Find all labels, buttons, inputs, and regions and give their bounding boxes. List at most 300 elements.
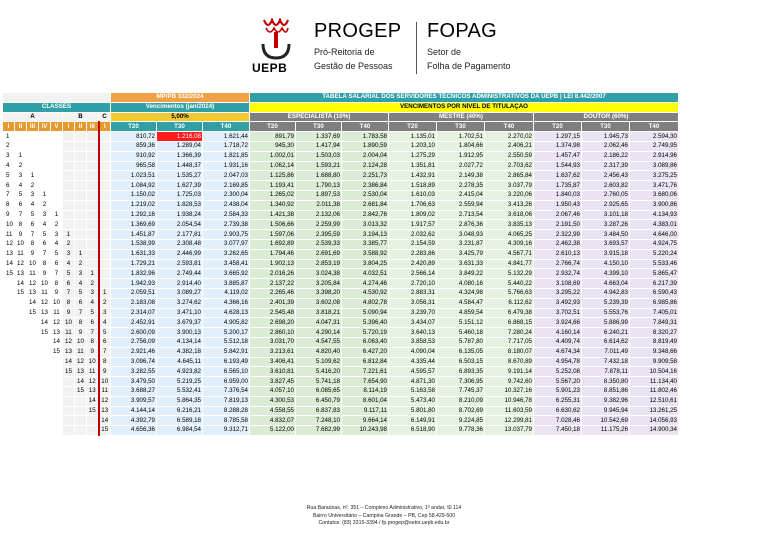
salary-value-cell: 2.317,39 [582,161,630,171]
salary-value-cell: 3.262,65 [203,249,250,259]
salary-value-cell: 1.340,92 [250,200,296,210]
salary-value-cell: 2.191,50 [534,220,582,230]
class-step-cell [63,210,75,220]
salary-value-cell: 4.409,74 [534,337,582,347]
salary-value-cell: 3.413,26 [485,200,534,210]
salary-value-cell: 5.512,18 [203,337,250,347]
table-row [3,269,679,279]
workload-header: T20 [389,122,437,132]
class-step-cell [87,190,99,200]
class-step-cell: 7 [3,190,15,200]
salary-value-cell: 2.914,96 [630,151,679,161]
salary-value-cell: 2.749,44 [157,269,203,279]
salary-value-cell: 1.950,43 [534,200,582,210]
class-step-cell: 9 [51,288,63,298]
class-step-cell [75,200,87,210]
salary-value-cell: 2.132,06 [296,210,342,220]
class-group-a: A [3,112,63,122]
salary-value-cell: 6.812,84 [342,357,389,367]
class-step-cell [63,141,75,151]
salary-value-cell: 5.460,18 [437,328,485,338]
salary-value-cell: 5.122,00 [250,426,296,436]
salary-value-cell: 12.299,81 [485,416,534,426]
class-step-cell [87,259,99,269]
salary-value-cell: 2.386,84 [342,181,389,191]
salary-value-cell: 3.665,92 [203,269,250,279]
salary-value-cell: 7.011,49 [582,347,630,357]
salary-value-cell: 13.261,25 [630,406,679,416]
class-step-cell [3,396,15,406]
class-step-cell [99,239,111,249]
class-step-cell [15,308,27,318]
salary-value-cell: 1.688,80 [296,171,342,181]
class-step-cell [63,171,75,181]
class-step-cell: 9 [15,230,27,240]
class-step-cell [87,249,99,259]
class-step-cell [39,396,51,406]
salary-value-cell: 1.938,24 [157,210,203,220]
class-step-cell: 13 [39,308,51,318]
class-step-cell [63,377,75,387]
class-step-cell: 1 [3,132,15,142]
workload-header: T20 [534,122,582,132]
salary-value-cell: 3.827,45 [250,377,296,387]
class-step-cell: 2 [39,200,51,210]
class-step-cell [51,132,63,142]
salary-value-cell: 1.725,03 [157,190,203,200]
class-step-cell [51,377,63,387]
class-step-cell: 12 [39,298,51,308]
class-step-cell [51,386,63,396]
class-step-cell [27,141,39,151]
class-step-cell [51,200,63,210]
class-step-cell [15,298,27,308]
salary-value-cell: 1.718,72 [203,141,250,151]
class-step-cell [39,357,51,367]
salary-value-cell: 1.804,66 [437,141,485,151]
class-step-cell [27,161,39,171]
workload-header: T30 [157,122,203,132]
class-step-cell [15,406,27,416]
class-step-cell [63,200,75,210]
class-step-cell [39,347,51,357]
class-step-cell: 9 [3,210,15,220]
class-step-cell [51,141,63,151]
fopag-subtitle-line2: Folha de Pagamento [427,61,511,71]
salary-value-cell: 3.048,93 [437,230,485,240]
salary-value-cell: 859,36 [111,141,157,151]
salary-value-cell: 4.150,10 [582,259,630,269]
class-step-cell: 12 [3,239,15,249]
class-step-cell [63,396,75,406]
salary-value-cell: 2.610,13 [534,249,582,259]
footer-neighborhood: Bairro Universitário – Campina Grande – PB, Cep 58.429-500 [312,512,456,519]
class-step-cell: 8 [99,357,111,367]
salary-value-cell: 945,30 [250,141,296,151]
class-step-cell [75,161,87,171]
header-divider [416,22,417,74]
class-step-cell: 6 [27,220,39,230]
salary-value-cell: 5.416,20 [296,367,342,377]
salary-value-cell: 4.924,75 [630,239,679,249]
salary-value-cell: 4.905,82 [203,318,250,328]
salary-value-cell: 8.785,58 [203,416,250,426]
salary-value-cell: 4.032,51 [342,269,389,279]
class-step-cell [3,367,15,377]
class-step-cell: 8 [51,279,63,289]
class-step-cell [27,318,39,328]
salary-value-cell: 2.032,62 [389,230,437,240]
salary-value-cell: 3.077,97 [203,239,250,249]
table-row [3,279,679,289]
salary-value-cell: 2.925,65 [582,200,630,210]
salary-value-cell: 6.959,00 [203,377,250,387]
salary-value-cell: 9.382,96 [582,396,630,406]
class-step-cell: 3 [3,151,15,161]
salary-value-cell: 1.790,13 [296,181,342,191]
class-step-cell [39,181,51,191]
class-step-cell [75,396,87,406]
table-row [3,161,679,171]
salary-value-cell: 10.542,69 [582,416,630,426]
salary-value-cell: 1.002,01 [250,151,296,161]
classes-blank-cell [3,93,111,103]
class-step-cell: 8 [3,200,15,210]
salary-value-cell: 2.004,04 [342,151,389,161]
class-step-cell [39,141,51,151]
class-step-cell: 14 [39,318,51,328]
salary-value-cell: 3.471,10 [157,308,203,318]
progep-subtitle-line2: Gestão de Pessoas [314,61,393,71]
salary-value-cell: 2.876,36 [437,220,485,230]
class-step-cell: 15 [15,288,27,298]
class-step-cell [51,396,63,406]
salary-value-cell: 2.406,21 [485,141,534,151]
salary-value-cell: 3.385,77 [342,239,389,249]
salary-value-cell: 1.421,38 [250,210,296,220]
salary-value-cell: 4.584,47 [437,298,485,308]
class-step-cell [75,220,87,230]
salary-value-cell: 2.183,08 [111,298,157,308]
workload-header: T30 [296,122,342,132]
salary-value-cell: 4.134,14 [157,337,203,347]
salary-value-cell: 1.448,37 [157,161,203,171]
class-step-cell [15,328,27,338]
salary-value-cell: 9.224,85 [437,416,485,426]
salary-value-cell: 3.492,93 [534,298,582,308]
class-step-cell: 6 [39,239,51,249]
class-level-header: V [51,122,63,132]
table-row [3,200,679,210]
salary-value-cell: 5.766,63 [485,288,534,298]
salary-value-cell: 2.530,04 [342,190,389,200]
class-step-cell [63,220,75,230]
salary-value-cell: 3.602,08 [296,298,342,308]
class-step-cell [63,161,75,171]
salary-value-cell: 6.112,62 [485,298,534,308]
class-step-cell [63,190,75,200]
salary-value-cell: 2.921,46 [111,347,157,357]
salary-value-cell: 3.089,27 [157,288,203,298]
salary-value-cell: 3.618,06 [485,210,534,220]
class-step-cell: 5 [39,230,51,240]
class-step-cell [15,132,27,142]
class-step-cell [99,210,111,220]
salary-value-cell: 2.713,54 [437,210,485,220]
salary-value-cell: 3.089,86 [630,161,679,171]
class-step-cell: 15 [39,328,51,338]
progep-subtitle [314,45,401,73]
salary-value-cell: 1.637,62 [534,171,582,181]
salary-value-cell: 7.248,10 [296,416,342,426]
class-step-cell [27,151,39,161]
table-row [3,249,679,259]
salary-value-cell: 2.124,28 [342,161,389,171]
salary-value-cell: 5.473,40 [389,396,437,406]
salary-value-cell: 7.849,31 [630,318,679,328]
salary-value-cell: 2.169,85 [203,181,250,191]
salary-value-cell: 2.154,59 [389,239,437,249]
salary-value-cell: 2.314,07 [111,308,157,318]
salary-value-cell: 2.539,33 [296,239,342,249]
salary-value-cell: 1.203,10 [389,141,437,151]
salary-value-cell: 7.682,99 [296,426,342,436]
salary-value-cell: 1.503,03 [296,151,342,161]
class-step-cell [3,347,15,357]
table-row [3,367,679,377]
class-step-cell: 5 [51,249,63,259]
class-step-cell: 3 [39,210,51,220]
salary-value-cell: 5.842,91 [203,347,250,357]
salary-value-cell: 1.735,87 [534,181,582,191]
salary-value-cell: 1.729,21 [111,259,157,269]
salary-value-cell: 4.144,14 [111,406,157,416]
class-step-cell [15,377,27,387]
table-row [3,239,679,249]
salary-value-cell: 5.239,39 [582,298,630,308]
salary-value-cell: 6.565,10 [203,367,250,377]
salary-value-cell: 1.897,53 [296,190,342,200]
salary-value-cell: 9.348,66 [630,347,679,357]
salary-value-cell: 5.090,94 [342,308,389,318]
class-step-cell: 14 [99,416,111,426]
salary-value-cell: 1.631,33 [111,249,157,259]
salary-value-cell: 2.600,09 [111,328,157,338]
salary-value-cell: 3.688,27 [111,386,157,396]
salary-value-cell: 4.942,83 [582,288,630,298]
salary-value-cell: 5.741,18 [296,377,342,387]
salary-value-cell: 4.090,04 [389,347,437,357]
salary-value-cell: 4.392,79 [111,416,157,426]
salary-value-cell: 11.802,46 [630,386,679,396]
salary-value-cell: 2.438,04 [203,200,250,210]
class-step-cell [15,386,27,396]
class-step-cell: 12 [87,377,99,387]
salary-value-cell: 3.900,86 [630,200,679,210]
workload-header: T40 [630,122,679,132]
fopag-subtitle-line1: Setor de [427,47,462,57]
salary-value-cell: 4.383,01 [630,220,679,230]
salary-value-cell: 14.900,34 [630,426,679,436]
salary-value-cell: 1.417,94 [296,141,342,151]
workload-header: T40 [342,122,389,132]
salary-value-cell: 4.547,55 [296,337,342,347]
salary-value-cell: 3.885,87 [203,279,250,289]
salary-value-cell: 2.062,46 [582,141,630,151]
salary-value-cell: 6.216,21 [157,406,203,416]
class-step-cell [27,347,39,357]
salary-value-cell: 2.186,22 [582,151,630,161]
salary-value-cell: 1.150,02 [111,190,157,200]
class-step-cell: 3 [99,308,111,318]
class-step-cell [87,141,99,151]
salary-value-cell: 3.398,20 [296,288,342,298]
table-main-title: TABELA SALARIAL DOS SERVIDORES TÉCNICOS ADMINISTRATIVOS DA UEPB | LEI 8.442/2007 [250,93,679,103]
salary-value-cell: 2.300,04 [203,190,250,200]
class-step-cell: 5 [15,190,27,200]
salary-value-cell: 3.056,31 [389,298,437,308]
class-step-cell: 9 [87,347,99,357]
salary-value-cell: 1.917,57 [389,220,437,230]
salary-value-cell: 3.909,57 [111,396,157,406]
salary-value-cell: 8.350,80 [582,377,630,387]
class-step-cell [99,269,111,279]
class-step-cell: 6 [51,259,63,269]
class-step-cell [27,406,39,416]
class-step-cell [3,406,15,416]
salary-value-cell: 3.484,50 [582,230,630,240]
salary-value-cell: 7.654,90 [342,377,389,387]
salary-value-cell: 2.550,59 [485,151,534,161]
salary-value-cell: 7.028,46 [534,416,582,426]
class-step-cell [3,426,15,436]
class-step-cell: 8 [15,220,27,230]
salary-value-cell: 2.047,03 [203,171,250,181]
salary-value-cell: 3.031,70 [250,337,296,347]
salary-value-cell: 4.335,44 [389,357,437,367]
class-step-cell: 7 [75,308,87,318]
class-step-cell: 15 [3,269,15,279]
class-step-cell: 11 [99,386,111,396]
class-step-cell [3,337,15,347]
class-step-cell: 7 [15,210,27,220]
class-step-cell: 6 [15,200,27,210]
class-step-cell [99,249,111,259]
salary-value-cell: 1.945,73 [582,132,630,142]
class-step-cell [27,337,39,347]
salary-value-cell: 5.787,80 [437,337,485,347]
class-step-cell: 9 [75,328,87,338]
salary-value-cell: 1.369,69 [111,220,157,230]
salary-value-cell: 6.255,31 [534,396,582,406]
salary-value-cell: 1.627,39 [157,181,203,191]
class-step-cell [39,171,51,181]
salary-value-cell: 8.819,49 [630,337,679,347]
class-step-cell [99,220,111,230]
salary-value-cell: 4.160,14 [534,328,582,338]
class-step-cell [75,181,87,191]
salary-value-cell: 5.163,58 [389,386,437,396]
salary-value-cell: 1.292,16 [111,210,157,220]
salary-value-cell: 2.865,84 [485,171,534,181]
salary-value-cell: 2.054,54 [157,220,203,230]
fopag-subtitle [427,45,511,73]
salary-value-cell: 2.932,74 [534,269,582,279]
salary-value-cell: 1.621,44 [203,132,250,142]
salary-value-cell: 1.084,92 [111,181,157,191]
class-step-cell: 9 [63,308,75,318]
footer-contacts: Contatos: (83) 3315-3394 / fp.progep@setor.uepb.edu.br [318,520,450,526]
salary-value-cell: 2.265,46 [250,288,296,298]
class-step-cell [51,426,63,436]
doutor-label: DOUTOR (60%) [534,112,679,122]
salary-value-cell: 2.270,02 [485,132,534,142]
salary-value-cell: 2.584,33 [203,210,250,220]
class-step-cell [99,132,111,142]
salary-value-cell: 2.603,82 [582,181,630,191]
salary-value-cell: 2.698,20 [250,318,296,328]
salary-value-cell: 2.594,30 [630,132,679,142]
salary-value-cell: 7.280,24 [485,328,534,338]
salary-value-cell: 3.434,07 [389,318,437,328]
salary-value-cell: 4.119,02 [203,288,250,298]
salary-value-cell: 6.868,15 [485,318,534,328]
salary-value-cell: 1.062,14 [250,161,296,171]
class-level-header: III [27,122,39,132]
class-step-cell: 1 [39,190,51,200]
salary-value-cell: 4.954,78 [534,357,582,367]
salary-value-cell: 10.327,16 [485,386,534,396]
salary-value-cell: 1.840,03 [534,190,582,200]
class-step-cell: 12 [63,337,75,347]
salary-value-cell: 8.320,27 [630,328,679,338]
salary-value-cell: 6.193,49 [203,357,250,367]
class-step-cell: 9 [27,249,39,259]
class-step-cell [87,161,99,171]
salary-value-cell: 4.382,18 [157,347,203,357]
salary-value-cell: 4.820,40 [296,347,342,357]
salary-value-cell: 9.742,60 [485,377,534,387]
salary-value-cell: 5.865,47 [630,269,679,279]
salary-value-cell: 4.047,31 [296,318,342,328]
salary-value-cell: 4.646,00 [630,230,679,240]
class-step-cell [51,181,63,191]
class-step-cell: 13 [87,386,99,396]
class-step-cell [3,308,15,318]
class-step-cell: 7 [51,269,63,279]
salary-value-cell: 3.924,66 [534,318,582,328]
class-step-cell [87,426,99,436]
class-step-cell: 8 [39,259,51,269]
salary-value-cell: 9.778,36 [437,426,485,436]
class-step-cell: 13 [27,288,39,298]
salary-value-cell: 3.479,50 [111,377,157,387]
class-step-cell: 14 [51,337,63,347]
class-step-cell: 13 [15,269,27,279]
salary-value-cell: 6.589,18 [157,416,203,426]
class-level-header: II [15,122,27,132]
class-step-cell: 10 [15,239,27,249]
salary-value-cell: 1.297,15 [534,132,582,142]
salary-value-cell: 1.535,27 [157,171,203,181]
class-step-cell: 8 [27,239,39,249]
class-step-cell [99,151,111,161]
class-step-cell: 10 [87,357,99,367]
salary-value-cell: 1.544,93 [534,161,582,171]
salary-value-cell: 1.219,02 [111,200,157,210]
salary-value-cell: 3.471,76 [630,181,679,191]
table-row [3,328,679,338]
